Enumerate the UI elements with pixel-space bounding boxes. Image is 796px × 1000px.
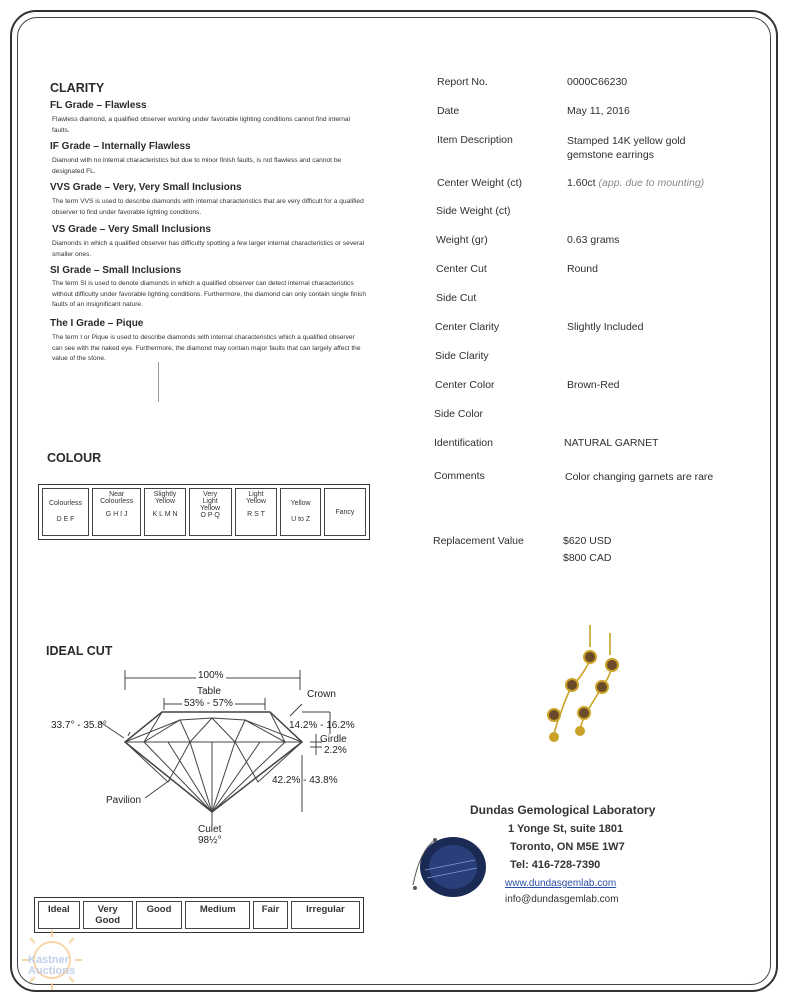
colour-name: Yellow: [290, 500, 311, 507]
table-range-label: 53% - 57%: [184, 698, 233, 709]
watermark-text: Kastner Auctions: [28, 954, 76, 977]
crown-height-label: 14.2% - 16.2%: [289, 720, 355, 731]
colour-grades: K L M N: [152, 511, 178, 518]
colour-cell-near-colourless: [92, 488, 141, 536]
girdle-value-label: 2.2%: [324, 745, 347, 756]
grade-desc-if: Diamond with no internal characteristics but due to minor finish faults, is not flawless and cannot be designated FL.: [52, 157, 342, 175]
center-weight-value: 1.60ct: [567, 177, 596, 189]
cut-grade-irregular: Irregular: [291, 901, 360, 929]
field-label-center-color: Center Color: [435, 379, 495, 391]
colour-grades: G H I J: [105, 511, 128, 518]
field-value-comments: Color changing garnets are rare: [565, 471, 714, 483]
field-label-center-clarity: Center Clarity: [435, 321, 500, 333]
colour-cell-very-light-yellow: [189, 488, 232, 536]
grade-desc-i: The term I or Pique is used to describe diamonds with internal characteristics which a qualified observer can see with the naked eye. Furthermore, the diamond may contain major faults that can largely affect the value of the stone.: [52, 334, 361, 362]
colour-name: Light Yellow: [245, 491, 266, 505]
grade-title-if: IF Grade – Internally Flawless: [50, 141, 191, 152]
lab-email: info@dundasgemlab.com: [505, 894, 619, 905]
field-value-date: May 11, 2016: [567, 105, 630, 117]
colour-grades: U to Z: [291, 516, 311, 523]
lab-name: Dundas Gemological Laboratory: [470, 803, 656, 817]
colour-name: Near Colourless: [100, 491, 134, 505]
lab-address-line2: Toronto, ON M5E 1W7: [510, 841, 625, 853]
field-value-identification: NATURAL GARNET: [564, 437, 659, 449]
grade-title-vvs: VVS Grade – Very, Very Small Inclusions: [50, 182, 242, 193]
colour-grades: D E F: [56, 516, 75, 523]
colour-scale-table: [38, 484, 370, 540]
clarity-heading: CLARITY: [50, 81, 105, 95]
field-value-item-description: Stamped 14K yellow gold gemstone earrings: [567, 135, 686, 161]
grade-desc-fl: Flawless diamond, a qualified observer working under favorable lighting conditions cannot find internal faults.: [52, 116, 350, 134]
colour-cell-light-yellow: [235, 488, 278, 536]
pavilion-label: Pavilion: [106, 795, 142, 806]
total-width-label: 100%: [198, 670, 224, 681]
grade-title-fl: FL Grade – Flawless: [50, 100, 147, 111]
field-label-comments: Comments: [434, 470, 485, 482]
girdle-label: Girdle: [320, 734, 347, 745]
colour-name: Fancy: [335, 508, 355, 516]
field-label-item-description: Item Description: [437, 134, 513, 146]
lab-website-link[interactable]: www.dundasgemlab.com: [505, 878, 617, 889]
field-value-center-color: Brown-Red: [567, 379, 620, 391]
lab-address-line1: 1 Yonge St, suite 1801: [508, 823, 624, 835]
center-weight-note: (app. due to mounting): [598, 177, 705, 189]
cut-grade-good: Good: [136, 901, 183, 929]
culet-value-label: 98½°: [198, 835, 222, 846]
cut-grade-fair: Fair: [253, 901, 288, 929]
field-value-center-weight: [567, 177, 704, 189]
colour-cell-fancy: [324, 488, 366, 536]
grade-title-vs: VS Grade – Very Small Inclusions: [52, 224, 211, 235]
cut-grade-ideal: Ideal: [38, 901, 80, 929]
colour-name: Very Light Yellow: [200, 491, 221, 512]
field-label-side-color: Side Color: [434, 408, 484, 420]
field-label-report-no: Report No.: [437, 76, 488, 88]
grade-desc-vs: Diamonds in which a qualified observer has difficulty spotting a few larger internal characteristics or several smaller ones.: [52, 240, 365, 258]
field-label-side-cut: Side Cut: [436, 292, 477, 304]
table-label: Table: [197, 686, 221, 697]
replacement-value-usd: $620 USD: [563, 535, 612, 547]
field-value-report-no: 0000C66230: [567, 76, 628, 88]
field-label-side-weight: Side Weight (ct): [436, 205, 511, 217]
grade-desc-vvs: The term VVS is used to describe diamonds with internal characteristics that are very difficult for a qualified observer to find under favorable lighting conditions.: [52, 198, 364, 216]
vertical-divider: [158, 362, 159, 402]
colour-cell-colourless: [42, 488, 89, 536]
cut-grade-medium: Medium: [185, 901, 250, 929]
cut-grade-very-good: Very Good: [83, 901, 133, 929]
field-value-weight-gr: 0.63 grams: [567, 234, 620, 246]
field-value-center-cut: Round: [567, 263, 598, 275]
earrings-photo: [520, 625, 640, 745]
lab-telephone: Tel: 416-728-7390: [510, 859, 601, 871]
field-value-center-clarity: Slightly Included: [567, 321, 644, 333]
colour-grades: O P Q: [200, 512, 220, 519]
grade-desc-si: The term SI is used to denote diamonds in which a qualified observer can detect internal characteristics without difficulty under favorable lighting conditions. Furthermore, the diamond can only contain single finish faults of an insignificant nature.: [52, 280, 366, 308]
grade-title-si: SI Grade – Small Inclusions: [50, 265, 182, 276]
field-label-side-clarity: Side Clarity: [435, 350, 489, 362]
culet-label: Culet: [198, 824, 222, 835]
colour-cell-yellow: [280, 488, 320, 536]
field-label-weight-gr: Weight (gr): [436, 234, 488, 246]
grade-title-i: The I Grade – Pique: [50, 318, 144, 329]
colour-cell-slightly-yellow: [144, 488, 185, 536]
crown-label: Crown: [307, 689, 336, 700]
colour-name: Colourless: [48, 500, 83, 507]
replacement-value-label: Replacement Value: [433, 535, 524, 547]
field-label-date: Date: [437, 105, 460, 117]
colour-grades: R S T: [247, 511, 265, 518]
replacement-value-cad: $800 CAD: [563, 552, 612, 564]
field-label-center-cut: Center Cut: [436, 263, 487, 275]
colour-heading: COLOUR: [47, 451, 102, 465]
crown-angle-label: 33.7° - 35.8°: [51, 720, 107, 731]
field-label-identification: Identification: [434, 437, 493, 449]
field-label-center-weight: Center Weight (ct): [437, 177, 522, 189]
pavilion-depth-label: 42.2% - 43.8%: [272, 775, 338, 786]
ideal-cut-heading: IDEAL CUT: [46, 644, 113, 658]
colour-name: Slightly Yellow: [153, 491, 177, 505]
hologram-seal-icon: [405, 830, 495, 905]
